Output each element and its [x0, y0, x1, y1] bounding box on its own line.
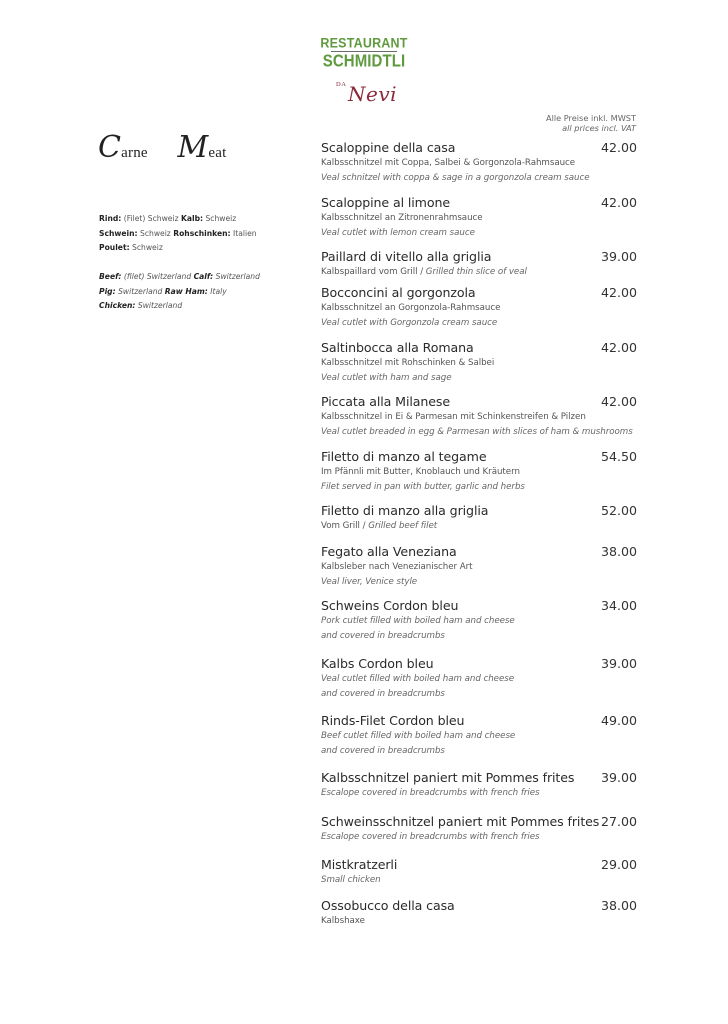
- title-de-rest: arne: [121, 145, 148, 161]
- dish-name: Bocconcini al gorgonzola: [321, 285, 476, 300]
- dish-price: 34.00: [600, 598, 637, 613]
- origin-value: Italy: [207, 286, 227, 296]
- dish-name: Schweinsschnitzel paniert mit Pommes frites: [321, 814, 600, 829]
- dish-price: 42.00: [600, 394, 637, 409]
- dish-price: 27.00: [600, 814, 637, 829]
- dish-description-en: Filet served in pan with butter, garlic and herbs: [321, 481, 525, 492]
- dish-price: 49.00: [600, 713, 637, 728]
- dish-name: Fegato alla Veneziana: [321, 544, 457, 559]
- menu-item: [321, 248, 637, 284]
- dish-name: Kalbsschnitzel paniert mit Pommes frites: [321, 770, 575, 785]
- dish-price: 39.00: [600, 656, 637, 671]
- dish-description-en: Grilled thin slice of veal: [425, 267, 527, 277]
- vat-note-en: all prices incl. VAT: [562, 123, 636, 133]
- dish-description-de: Kalbsleber nach Venezianischer Art: [321, 562, 473, 572]
- title-en-rest: eat: [208, 145, 227, 161]
- dish-name: Schweins Cordon bleu: [321, 598, 459, 613]
- menu-item: [321, 712, 637, 769]
- origin-line: [99, 241, 260, 256]
- section-title: [98, 130, 226, 165]
- dish-price: 42.00: [600, 195, 637, 210]
- dish-description-en-line2: and covered in breadcrumbs: [321, 688, 445, 699]
- dish-price: 42.00: [600, 340, 637, 355]
- menu-item: [321, 502, 637, 543]
- dish-description-en: Veal schnitzel with coppa & sage in a gorgonzola cream sauce: [321, 172, 590, 183]
- dish-description-en: Veal cutlet filled with boiled ham and cheese: [321, 674, 515, 684]
- origin-value: Switzerland: [115, 286, 165, 296]
- logo-name-text: SCHMIDTLI: [322, 51, 406, 72]
- dish-price: 39.00: [600, 770, 637, 785]
- dish-description-en: Grilled beef filet: [368, 521, 438, 531]
- dish-price: 38.00: [600, 898, 637, 913]
- menu-item: [321, 339, 637, 393]
- menu-item: [321, 597, 637, 655]
- dish-name: Scaloppine della casa: [321, 140, 456, 155]
- menu-item: [321, 769, 637, 813]
- dish-description-de: Kalbsschnitzel an Zitronenrahmsauce: [321, 213, 483, 223]
- origin-value: (Filet) Schweiz: [121, 214, 181, 223]
- origin-label: Calf:: [193, 272, 214, 281]
- origin-label: Pig:: [99, 286, 116, 296]
- dish-name: Filetto di manzo al tegame: [321, 449, 487, 464]
- menu-item: [321, 139, 637, 194]
- origin-label: Schwein:: [99, 228, 138, 238]
- vat-note-de: Alle Preise inkl. MWST: [545, 113, 636, 123]
- origin-label: Chicken:: [99, 301, 136, 310]
- dish-description-de: Kalbsschnitzel mit Rohschinken & Salbei: [321, 358, 495, 368]
- dish-description-en: Veal cutlet with Gorgonzola cream sauce: [321, 317, 498, 328]
- origin-line: [99, 212, 260, 227]
- origin-line: [99, 227, 260, 242]
- dish-description-en-line2: and covered in breadcrumbs: [321, 745, 445, 756]
- menu-item: [321, 284, 637, 339]
- logo-restaurant-text: RESTAURANT: [320, 35, 408, 51]
- dish-description-en: Small chicken: [321, 875, 381, 885]
- dish-description-de: Kalbsschnitzel mit Coppa, Salbei & Gorgonzola-Rahmsauce: [321, 158, 576, 168]
- menu-item: [321, 393, 637, 448]
- dish-price: 38.00: [600, 544, 637, 559]
- origin-label: Beef:: [99, 272, 122, 281]
- origin-line: [99, 270, 260, 285]
- dish-description: [321, 519, 637, 534]
- dish-description-en: Beef cutlet filled with boiled ham and cheese: [321, 731, 516, 741]
- origin-line: [99, 285, 260, 300]
- origin-label: Rind:: [99, 214, 122, 223]
- dish-description-de: Kalbsschnitzel in Ei & Parmesan mit Schinkenstreifen & Pilzen: [321, 412, 586, 422]
- menu-item: [321, 543, 637, 597]
- dish-name: Rinds-Filet Cordon bleu: [321, 713, 465, 728]
- origin-de: [99, 212, 260, 256]
- dish-description-en: Veal cutlet breaded in egg & Parmesan with slices of ham & mushrooms: [321, 426, 633, 437]
- dish-description-en: Veal cutlet with ham and sage: [321, 372, 452, 383]
- dish-description-en: Veal cutlet with lemon cream sauce: [321, 227, 475, 238]
- vat-note: [546, 113, 636, 133]
- dish-description-en: Escalope covered in breadcrumbs with french fries: [321, 788, 540, 798]
- menu-item: [321, 194, 637, 248]
- origin-value: Schweiz: [203, 214, 237, 223]
- dish-description-en: Pork cutlet filled with boiled ham and cheese: [321, 616, 515, 626]
- dish-description-de: Kalbshaxe: [321, 916, 365, 926]
- meat-origin-info: [99, 212, 260, 314]
- menu-item: [321, 448, 637, 502]
- origin-label: Raw Ham:: [164, 286, 208, 296]
- title-en-initial: M: [177, 130, 209, 165]
- dish-description-de: Im Pfännli mit Butter, Knoblauch und Kräutern: [321, 467, 520, 477]
- dish-name: Kalbs Cordon bleu: [321, 656, 434, 671]
- origin-line: [99, 299, 260, 314]
- dish-name: Paillard di vitello alla griglia: [321, 249, 492, 264]
- dish-name: Filetto di manzo alla griglia: [321, 503, 489, 518]
- dish-name: Ossobucco della casa: [321, 898, 455, 913]
- origin-value: Switzerland: [135, 301, 183, 310]
- dish-description-en: Escalope covered in breadcrumbs with french fries: [321, 832, 540, 842]
- origin-value: Switzerland: [213, 272, 260, 281]
- dish-name: Scaloppine al limone: [321, 195, 450, 210]
- dish-price: 52.00: [600, 503, 637, 518]
- logo-script-text: Nevi: [348, 82, 398, 106]
- dish-description-de: Vom Grill /: [321, 521, 369, 531]
- dish-price: 42.00: [600, 285, 637, 300]
- menu-item: [321, 655, 637, 712]
- dish-description: [321, 265, 637, 280]
- menu-list: [321, 139, 637, 937]
- restaurant-logo: [318, 35, 410, 106]
- dish-price: 54.50: [600, 449, 637, 464]
- dish-price: 29.00: [600, 857, 637, 872]
- dish-description-en: Veal liver, Venice style: [321, 576, 418, 587]
- dish-name: Mistkratzerli: [321, 857, 398, 872]
- dish-description-de: Kalbsschnitzel an Gorgonzola-Rahmsauce: [321, 303, 501, 313]
- section-title-en: [177, 130, 226, 165]
- origin-value: Italien: [230, 228, 257, 238]
- section-title-de: [98, 130, 148, 165]
- origin-value: (filet) Switzerland: [121, 272, 194, 281]
- origin-value: Schweiz: [129, 243, 163, 252]
- dish-price: 39.00: [600, 249, 637, 264]
- origin-label: Kalb:: [180, 214, 204, 223]
- origin-en: [99, 270, 260, 314]
- origin-label: Poulet:: [99, 243, 130, 252]
- dish-description-en-line2: and covered in breadcrumbs: [321, 630, 445, 641]
- menu-item: [321, 813, 637, 856]
- logo-da-text: DA: [336, 81, 347, 88]
- dish-name: Piccata alla Milanese: [321, 394, 450, 409]
- menu-item: [321, 897, 637, 937]
- dish-description-de: Kalbspaillard vom Grill /: [321, 267, 426, 277]
- menu-item: [321, 856, 637, 897]
- origin-value: Schweiz: [137, 228, 174, 238]
- title-de-initial: C: [98, 130, 122, 165]
- origin-label: Rohschinken:: [173, 228, 231, 238]
- dish-price: 42.00: [600, 140, 637, 155]
- dish-name: Saltinbocca alla Romana: [321, 340, 474, 355]
